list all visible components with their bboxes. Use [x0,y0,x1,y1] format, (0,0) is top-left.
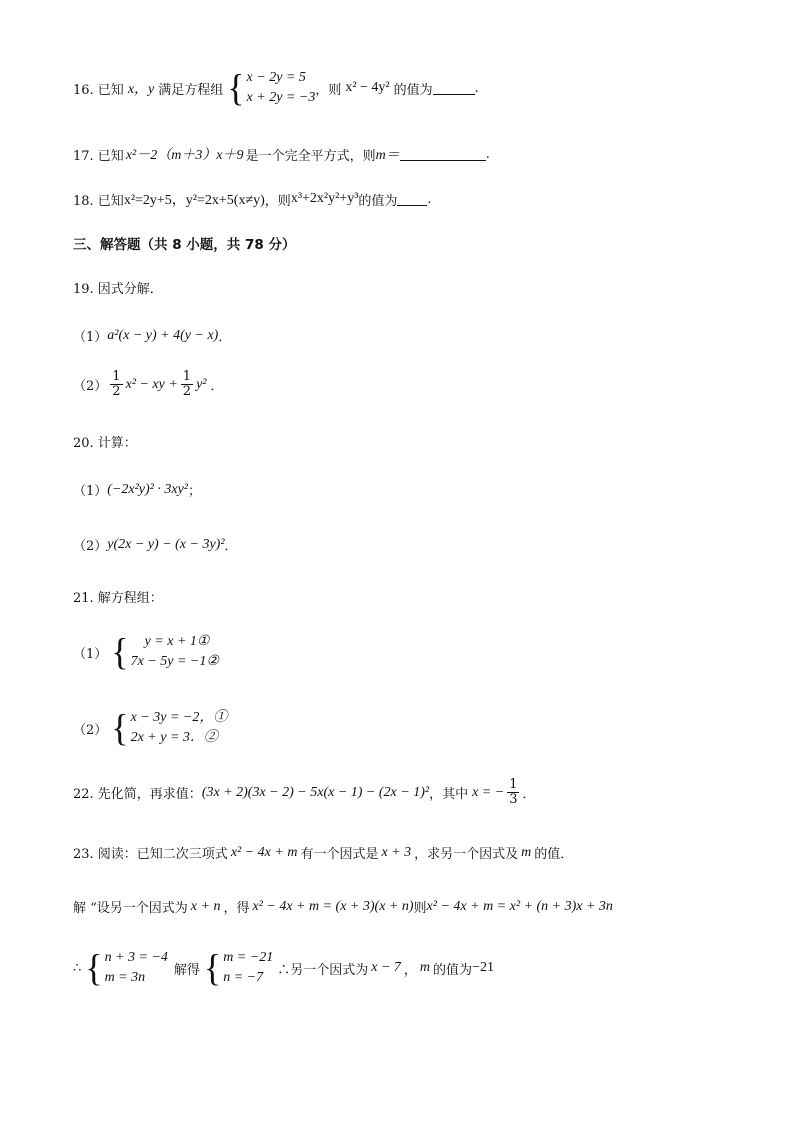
q22-fraction [507,778,519,807]
solution-brace-1: { [85,947,103,989]
q22-end: ． [522,787,536,802]
q18-expr: x²=2y+5，y²=2x+5(x≠y) [123,193,265,208]
question-17 [73,144,490,164]
q18-expr2: x³+2x²y²+y³ [290,191,359,206]
q23-tail: ，求另一个因式及 [414,847,519,862]
fraction-denominator: 2 [112,384,121,399]
solution-then: 则 [413,901,427,916]
solution-conclusion: ∴另一个因式为 [277,962,369,978]
q19-p2-fraction-2 [181,370,193,399]
solution-system-1 [105,948,168,988]
q18-prefix: 18. 已知 [73,193,124,209]
q16-then: ，则 [315,82,342,98]
solution-get: ，得 [223,901,250,916]
solution-sys2-eq1: m = −21 [223,950,274,965]
q17-expr: x²－2（m＋3）x＋9 [125,148,244,163]
q23-prefix: 23. 阅读：已知二次三项式 [73,847,228,862]
q20-part2 [73,535,238,554]
q21-p1-eq2: 7x − 5y = −1② [130,654,219,669]
question-16 [73,68,479,108]
q18-end: . [427,191,432,207]
solution-sys1-eq1: n + 3 = −4 [104,950,168,965]
q18-suffix: 的值为 [358,193,398,209]
solution-expr: x² − 4x + m = (x + 3)(x + n) [252,898,414,914]
fraction-denominator: 2 [182,384,192,399]
q17-answer-blank[interactable] [400,148,486,161]
q21-part1 [73,632,219,672]
q23-var: m [521,844,532,860]
q19-part2 [73,370,224,399]
q20-p2-expr: y(2x − y) − (x − 3y)² [107,536,225,552]
solution-solved: 解得 [173,962,200,978]
question-23 [73,843,573,862]
question-18 [73,189,432,209]
q16-eq2: x + 2y = −3 [246,90,316,105]
q21-title: 21. 解方程组： [73,591,163,606]
solution-var: m [419,960,431,975]
q22-var: x = − [472,784,505,800]
section-3-heading: 三、解答题（共 8 小题，共 78 分） [73,237,296,253]
q16-vars: x，y [127,82,155,97]
q19-part1 [73,326,231,345]
solution-value: −21 [472,960,494,975]
q21-p1-eq1: y = x + 1① [144,634,210,649]
solution-factor: x + n [190,898,221,914]
solution-prefix: 解 “设另一个因式为 [73,901,188,916]
q20-p1-label: （1） [73,484,108,499]
q19-p2-fraction [110,370,122,399]
q19-p2-mid: x² − xy + [125,376,178,392]
q16-end: . [474,80,479,96]
q21-p1-system [131,632,219,672]
q21-part2 [73,708,227,748]
q19-p2-label: （2） [73,379,108,394]
q20-p2-end: ． [224,539,238,554]
question-22 [73,778,535,807]
q22-expr: (3x + 2)(3x − 2) − 5x(x − 1) − (2x − 1)² [201,784,430,800]
q23-mid: 有一个因式是 [300,847,379,862]
solution-line-2 [73,948,494,988]
q21-p2-label: （2） [73,722,108,738]
q17-mid: 是一个完全平方式，则 [245,148,376,164]
q22-prefix: 22. 先化简，再求值： [73,787,202,802]
q17-var: m＝ [375,148,400,163]
q21-p1-brace: { [111,631,129,673]
q20-part1 [73,480,201,499]
q16-system [247,68,316,108]
q18-mid: ，则 [264,193,291,209]
q20-p2-label: （2） [73,539,108,554]
q22-mid: ，其中 [429,787,469,802]
q20-p1-end: ； [188,484,202,499]
fraction-numerator: 1 [112,369,121,384]
solution-other-factor: x − 7 [371,960,401,975]
fraction-numerator: 1 [182,369,192,384]
q19-p1-expr: a²(x − y) + 4(y − x) [107,327,219,343]
solution-line-1 [73,897,613,916]
solution-sys2-eq2: n = −7 [223,970,264,985]
q19-p2-end: ． [210,379,224,394]
q17-prefix: 17. 已知 [73,148,124,164]
q18-answer-blank[interactable] [397,193,427,206]
q21-p1-label: （1） [73,646,108,662]
q23-factor: x + 3 [381,844,412,860]
q21-p2-system [131,708,228,748]
solution-expr2: x² − 4x + m = x² + (n + 3)x + 3n [426,898,613,914]
solution-brace-2: { [203,947,222,989]
q16-expr: x² − 4y² [345,80,390,95]
q16-brace: { [227,67,245,109]
solution-system-2 [223,948,273,988]
solution-sys1-eq2: m = 3n [104,970,146,985]
q20-p1-expr: (−2x²y)² · 3xy² [107,481,188,497]
solution-comma: ， [403,962,417,978]
solution-value-text: 的值为 [433,962,473,978]
q17-end: . [485,146,490,162]
q19-p2-tail: y² [196,376,207,392]
q21-p2-eq1: x − 3y = −2，① [130,710,228,725]
q16-prefix: 16. 已知 [73,82,124,98]
q16-mid: 满足方程组 [158,82,224,98]
q19-title: 19. 因式分解． [73,282,163,297]
q20-title: 20. 计算： [73,436,137,451]
fraction-numerator: 1 [509,777,518,792]
q16-answer-blank[interactable] [433,82,475,95]
therefore-symbol: ∴ [73,960,82,976]
q23-end: 的值． [534,847,574,862]
q16-eq1: x − 2y = 5 [246,70,306,85]
q19-p1-label: （1） [73,330,108,345]
q19-p1-end: ． [218,330,232,345]
fraction-denominator: 3 [509,792,518,807]
q23-expr: x² − 4x + m [230,844,298,860]
q21-p2-brace: { [111,707,129,749]
q16-suffix: 的值为 [393,82,433,98]
q21-p2-eq2: 2x + y = 3．② [130,730,218,745]
